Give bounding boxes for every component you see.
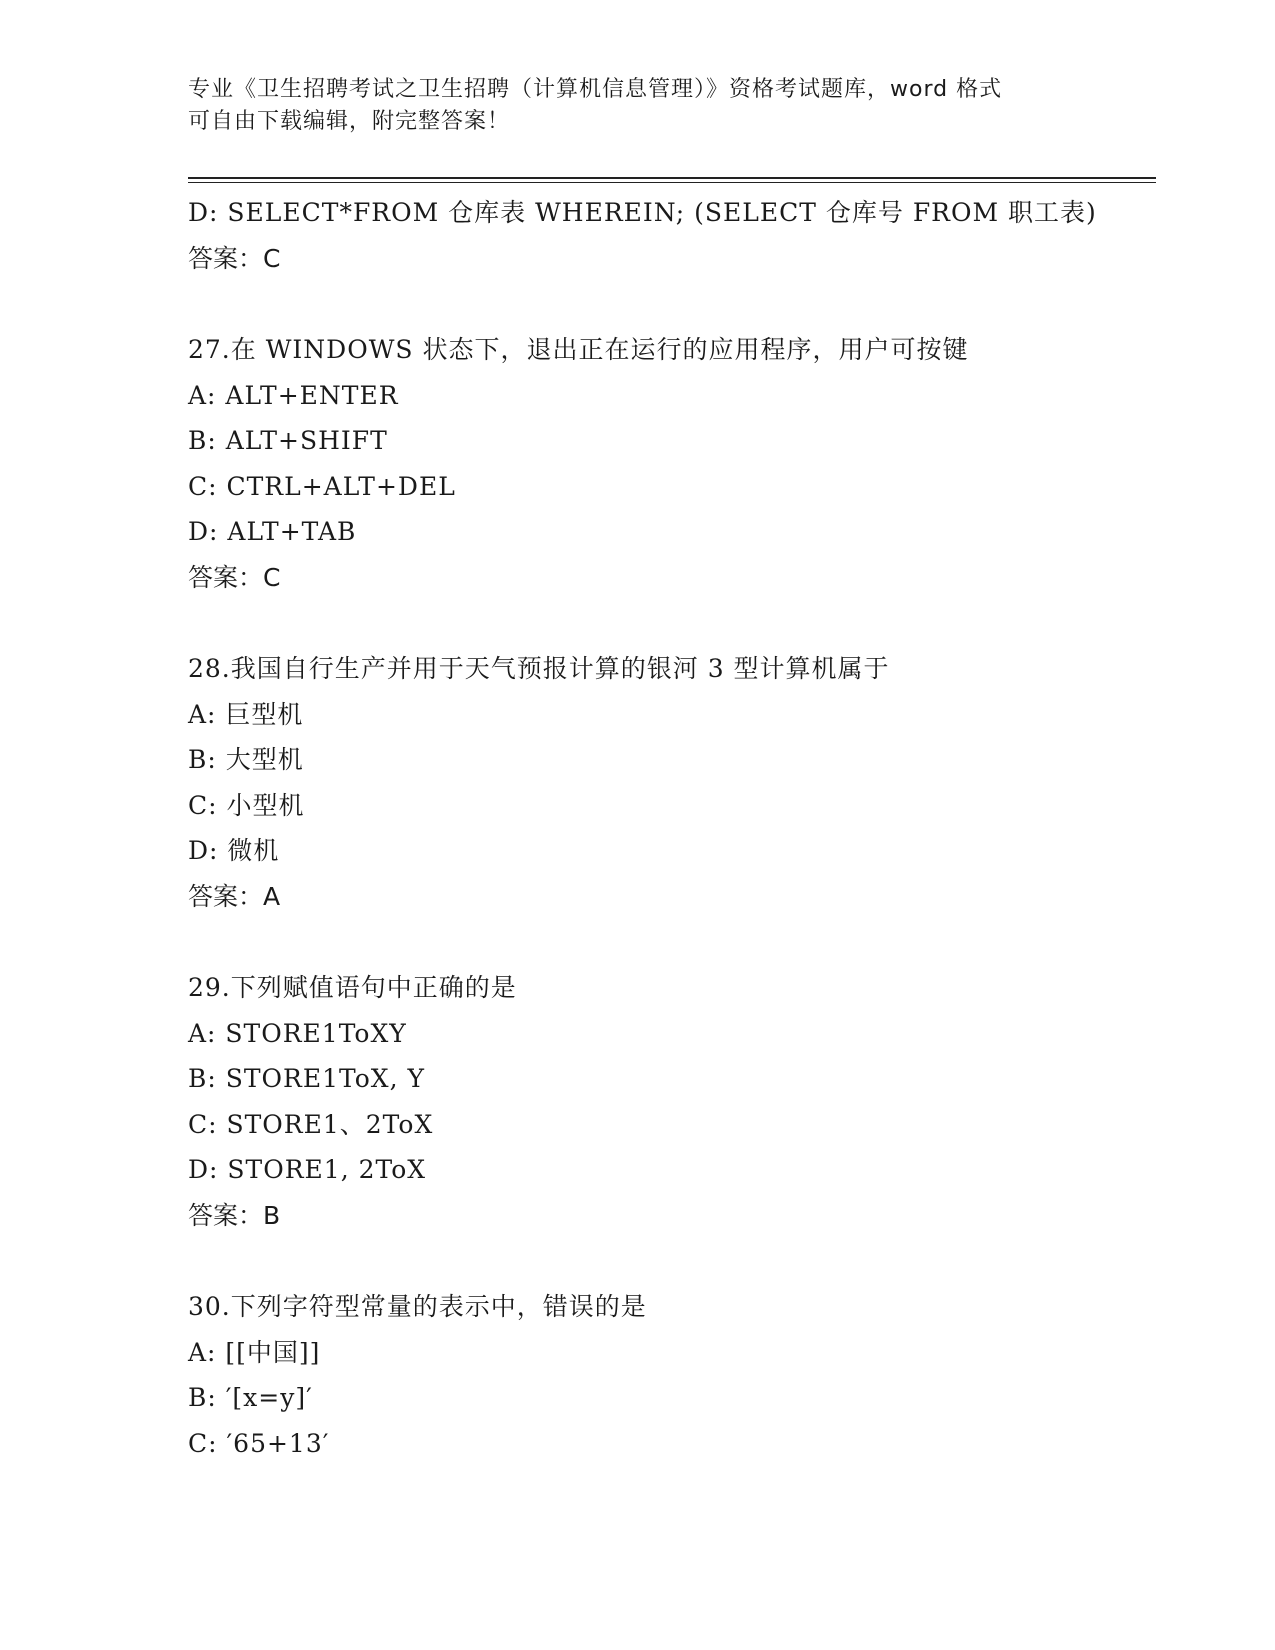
question-29 xyxy=(188,965,1148,1238)
question-stem: 30.下列字符型常量的表示中，错误的是 xyxy=(188,1292,647,1321)
answer: 答案：A xyxy=(188,881,281,911)
document-header xyxy=(188,74,1088,138)
option-b: B: STORE1ToX, Y xyxy=(188,1064,425,1093)
option-d: D: STORE1, 2ToX xyxy=(188,1155,427,1184)
spacer xyxy=(188,281,1148,327)
prev-question-option-d: D: SELECT*FROM 仓库表 WHEREIN; (SELECT 仓库号 FROM 职工表) xyxy=(188,198,1097,227)
option-c: C: CTRL+ALT+DEL xyxy=(188,471,456,501)
answer: 答案：C xyxy=(188,562,281,592)
question-27 xyxy=(188,327,1148,600)
option-b: B: ALT+SHIFT xyxy=(188,426,388,455)
header-divider-thin xyxy=(188,182,1156,183)
option-a: A: ALT+ENTER xyxy=(188,380,399,410)
header-divider-thick xyxy=(188,177,1156,179)
question-stem: 28.我国自行生产并用于天气预报计算的银河 3 型计算机属于 xyxy=(188,654,890,683)
option-b: B: 大型机 xyxy=(188,745,304,774)
question-28 xyxy=(188,646,1148,919)
option-c: C: 小型机 xyxy=(188,790,305,820)
header-title-line-2: 可自由下载编辑，附完整答案！ xyxy=(188,109,511,134)
spacer xyxy=(188,600,1148,646)
question-stem: 29.下列赋值语句中正确的是 xyxy=(188,973,517,1002)
question-list xyxy=(188,190,1148,1466)
option-d: D: ALT+TAB xyxy=(188,517,357,546)
answer: 答案：B xyxy=(188,1200,281,1230)
header-title-line-1: 专业《卫生招聘考试之卫生招聘（计算机信息管理）》资格考试题库，word 格式 xyxy=(188,77,1003,102)
question-stem: 27.在 WINDOWS 状态下，退出正在运行的应用程序，用户可按键 xyxy=(188,335,969,364)
option-a: A: STORE1ToXY xyxy=(188,1018,407,1048)
spacer xyxy=(188,1238,1148,1284)
option-a: A: [[中国]] xyxy=(188,1337,321,1367)
question-30 xyxy=(188,1284,1148,1466)
option-c: C: STORE1、2ToX xyxy=(188,1109,434,1139)
option-c: C: ′65+13′ xyxy=(188,1428,330,1458)
spacer xyxy=(188,919,1148,965)
option-a: A: 巨型机 xyxy=(188,699,304,729)
option-d: D: 微机 xyxy=(188,836,280,865)
prev-question-answer: 答案：C xyxy=(188,243,281,273)
option-b: B: ′[x=y]′ xyxy=(188,1383,313,1412)
